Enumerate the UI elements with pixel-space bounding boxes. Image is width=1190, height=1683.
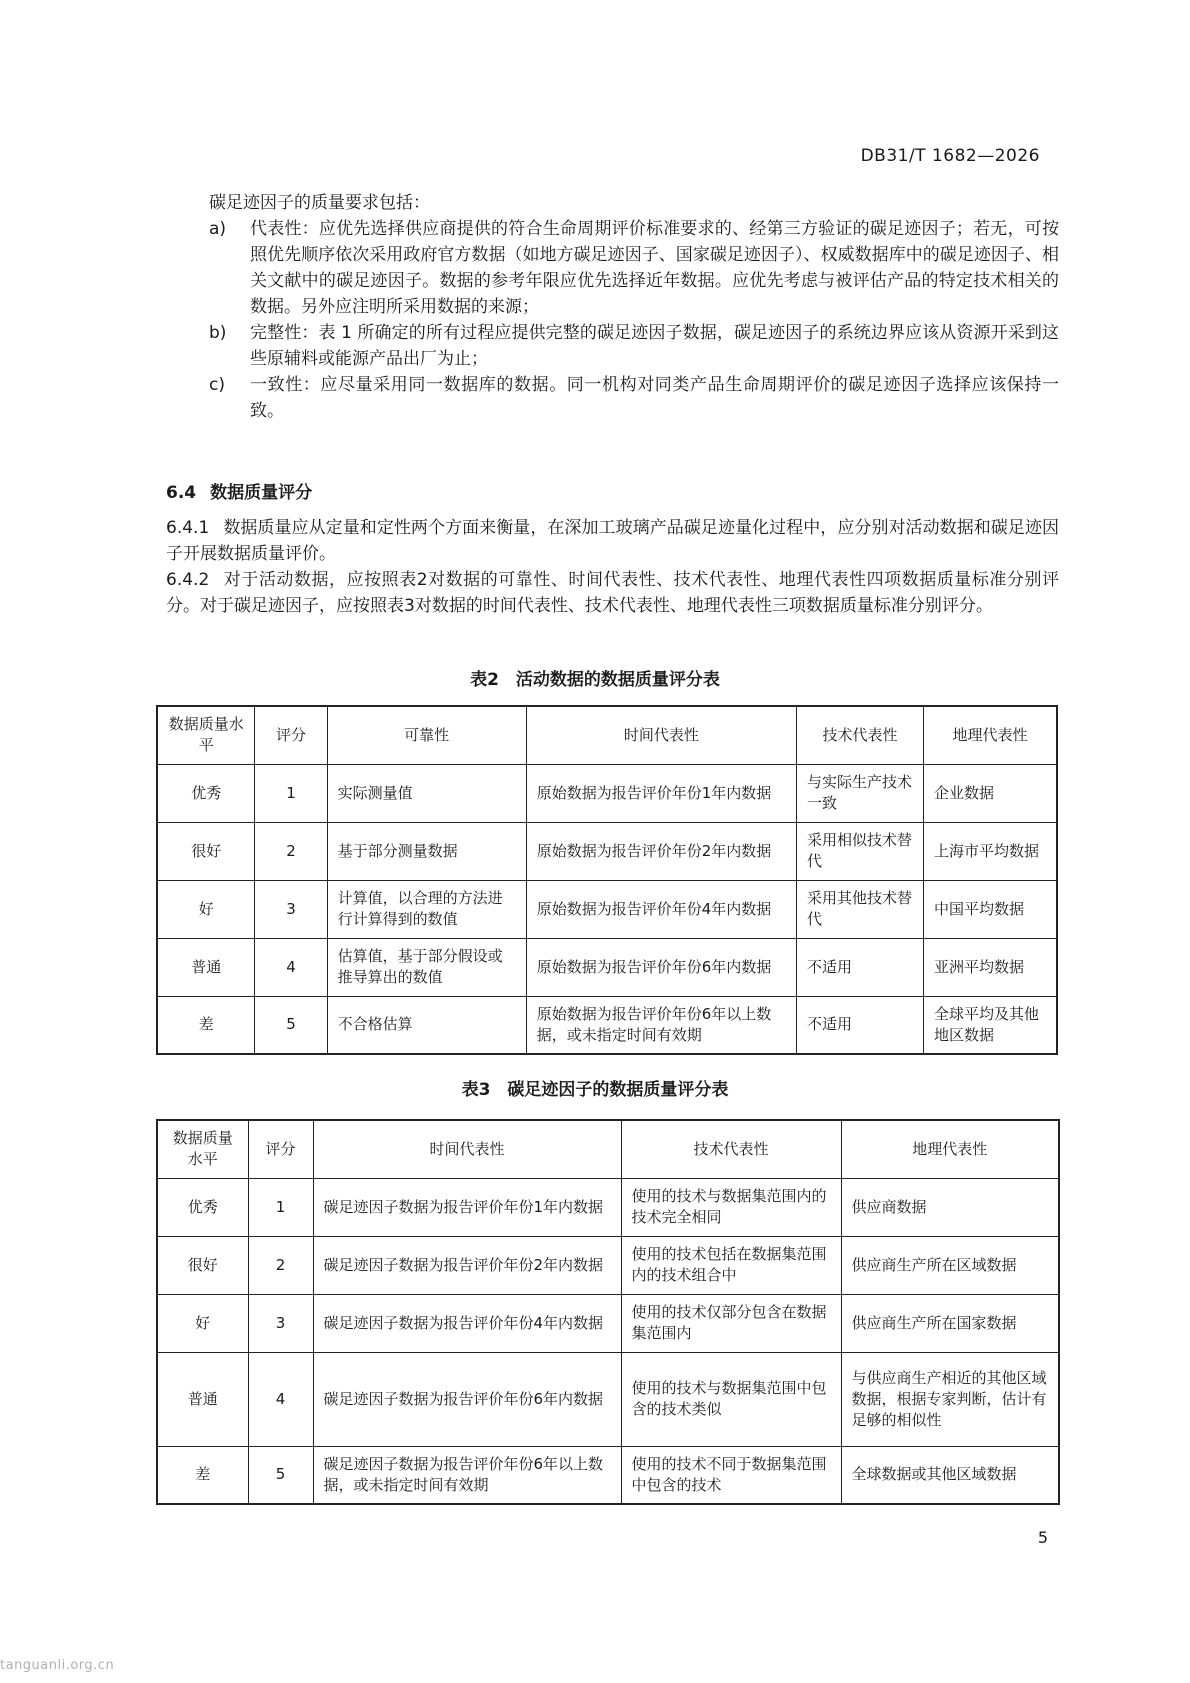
cell: 与实际生产技术一致: [796, 764, 923, 822]
list-item: [166, 372, 1059, 424]
table-row: [157, 1294, 1059, 1352]
cell: 5: [255, 996, 327, 1054]
cell: 采用相似技术替代: [796, 822, 923, 880]
cell: 使用的技术与数据集范围中包含的技术类似: [621, 1352, 841, 1446]
cell: 4: [255, 938, 327, 996]
table-header-row: [157, 706, 1057, 764]
page-number: 5: [1037, 1528, 1048, 1547]
table-row: [157, 1178, 1059, 1236]
table-row: [157, 1352, 1059, 1446]
document-code: DB31/T 1682—2026: [860, 146, 1040, 166]
table-header-row: [157, 1120, 1059, 1178]
section-heading: [166, 478, 312, 503]
cell: 采用其他技术替代: [796, 880, 923, 938]
table-row: [157, 1236, 1059, 1294]
cell: 很好: [157, 1236, 248, 1294]
paragraph-text: 对于活动数据，应按照表2对数据的可靠性、时间代表性、技术代表性、地理代表性四项数据质量标准分别评分。对于碳足迹因子，应按照表3对数据的时间代表性、技术代表性、地理代表性三项数据质量标准分别评分。: [166, 570, 1059, 616]
cell: 2: [248, 1236, 313, 1294]
list-marker: a): [209, 219, 227, 239]
cell: 估算值，基于部分假设或推导算出的数值: [327, 938, 526, 996]
paragraph-number: 6.4.2: [166, 570, 210, 590]
col-header: 技术代表性: [796, 706, 923, 764]
list-item-text: 一致性：应尽量采用同一数据库的数据。同一机构对同类产品生命周期评价的碳足迹因子选择应该保持一致。: [250, 375, 1059, 421]
cell: 使用的技术与数据集范围内的技术完全相同: [621, 1178, 841, 1236]
cell: 原始数据为报告评价年份1年内数据: [526, 764, 796, 822]
section-paragraphs: [166, 515, 1059, 619]
cell: 不适用: [796, 996, 923, 1054]
col-header: 技术代表性: [621, 1120, 841, 1178]
cell: 3: [255, 880, 327, 938]
cell: 计算值，以合理的方法进行计算得到的数值: [327, 880, 526, 938]
cell: 好: [157, 880, 255, 938]
cell: 差: [157, 996, 255, 1054]
cell: 亚洲平均数据: [923, 938, 1057, 996]
cell: 全球平均及其他地区数据: [923, 996, 1057, 1054]
list-item-text: 完整性：表 1 所确定的所有过程应提供完整的碳足迹因子数据，碳足迹因子的系统边界应该从资源开采到这些原辅料或能源产品出厂为止；: [250, 323, 1059, 369]
cell: 与供应商生产相近的其他区域数据，根据专家判断，估计有足够的相似性: [841, 1352, 1059, 1446]
table3-title: 表3 碳足迹因子的数据质量评分表: [461, 1080, 729, 1100]
cell: 上海市平均数据: [923, 822, 1057, 880]
col-header: 时间代表性: [526, 706, 796, 764]
cell: 碳足迹因子数据为报告评价年份1年内数据: [313, 1178, 621, 1236]
table-row: [157, 764, 1057, 822]
list-item: [166, 216, 1059, 320]
col-header: 地理代表性: [923, 706, 1057, 764]
cell: 碳足迹因子数据为报告评价年份6年以上数据，或未指定时间有效期: [313, 1446, 621, 1504]
cell: 供应商生产所在国家数据: [841, 1294, 1059, 1352]
cell: 不合格估算: [327, 996, 526, 1054]
cell: 中国平均数据: [923, 880, 1057, 938]
col-header: 数据质量水平: [157, 1120, 248, 1178]
col-header: 数据质量水平: [157, 706, 255, 764]
list-marker: b): [209, 323, 227, 343]
cell: 1: [255, 764, 327, 822]
paragraph: [166, 567, 1059, 619]
col-header: 时间代表性: [313, 1120, 621, 1178]
col-header: 可靠性: [327, 706, 526, 764]
col-header: 评分: [255, 706, 327, 764]
cell: 基于部分测量数据: [327, 822, 526, 880]
cell: 供应商数据: [841, 1178, 1059, 1236]
cell: 很好: [157, 822, 255, 880]
paragraph-text: 数据质量应从定量和定性两个方面来衡量，在深加工玻璃产品碳足迹量化过程中，应分别对活动数据和碳足迹因子开展数据质量评价。: [166, 518, 1059, 564]
list-item: [166, 320, 1059, 372]
cell: 1: [248, 1178, 313, 1236]
cell: 差: [157, 1446, 248, 1504]
cell: 不适用: [796, 938, 923, 996]
cell: 使用的技术包括在数据集范围内的技术组合中: [621, 1236, 841, 1294]
cell: 2: [255, 822, 327, 880]
cell: 企业数据: [923, 764, 1057, 822]
cell: 原始数据为报告评价年份4年内数据: [526, 880, 796, 938]
cell: 优秀: [157, 764, 255, 822]
table2-title: 表2 活动数据的数据质量评分表: [470, 670, 720, 690]
list-marker: c): [209, 375, 225, 395]
watermark: tanguanli.org.cn: [0, 1658, 115, 1673]
cell: 3: [248, 1294, 313, 1352]
table-row: [157, 1446, 1059, 1504]
cell: 碳足迹因子数据为报告评价年份2年内数据: [313, 1236, 621, 1294]
table-row: [157, 938, 1057, 996]
cell: 使用的技术不同于数据集范围中包含的技术: [621, 1446, 841, 1504]
cell: 普通: [157, 938, 255, 996]
activity-data-quality-table: [156, 705, 1058, 1055]
cell: 5: [248, 1446, 313, 1504]
cell: 原始数据为报告评价年份2年内数据: [526, 822, 796, 880]
section-title: 数据质量评分: [210, 483, 313, 503]
section-number: 6.4: [166, 483, 197, 503]
cell: 供应商生产所在区域数据: [841, 1236, 1059, 1294]
col-header: 地理代表性: [841, 1120, 1059, 1178]
cell: 原始数据为报告评价年份6年内数据: [526, 938, 796, 996]
cell: 好: [157, 1294, 248, 1352]
cell: 原始数据为报告评价年份6年以上数据，或未指定时间有效期: [526, 996, 796, 1054]
cell: 碳足迹因子数据为报告评价年份6年内数据: [313, 1352, 621, 1446]
table-row: [157, 822, 1057, 880]
emission-factor-quality-table: [156, 1119, 1060, 1505]
paragraph-number: 6.4.1: [166, 518, 210, 538]
cell: 4: [248, 1352, 313, 1446]
table-row: [157, 880, 1057, 938]
cell: 使用的技术仅部分包含在数据集范围内: [621, 1294, 841, 1352]
table-row: [157, 996, 1057, 1054]
requirements-list: [166, 216, 1059, 424]
cell: 普通: [157, 1352, 248, 1446]
cell: 全球数据或其他区域数据: [841, 1446, 1059, 1504]
list-item-text: 代表性：应优先选择供应商提供的符合生命周期评价标准要求的、经第三方验证的碳足迹因子；若无，可按照优先顺序依次采用政府官方数据（如地方碳足迹因子、国家碳足迹因子）、权威数据库中的碳足迹因子、相关文献中的碳足迹因子。数据的参考年限应优先选择近年数据。应优先考虑与被评估产品的特定技术相关的数据。另外应注明所采用数据的来源；: [250, 219, 1059, 317]
intro-text: 碳足迹因子的质量要求包括：: [209, 193, 430, 213]
cell: 碳足迹因子数据为报告评价年份4年内数据: [313, 1294, 621, 1352]
paragraph: [166, 515, 1059, 567]
cell: 实际测量值: [327, 764, 526, 822]
cell: 优秀: [157, 1178, 248, 1236]
col-header: 评分: [248, 1120, 313, 1178]
